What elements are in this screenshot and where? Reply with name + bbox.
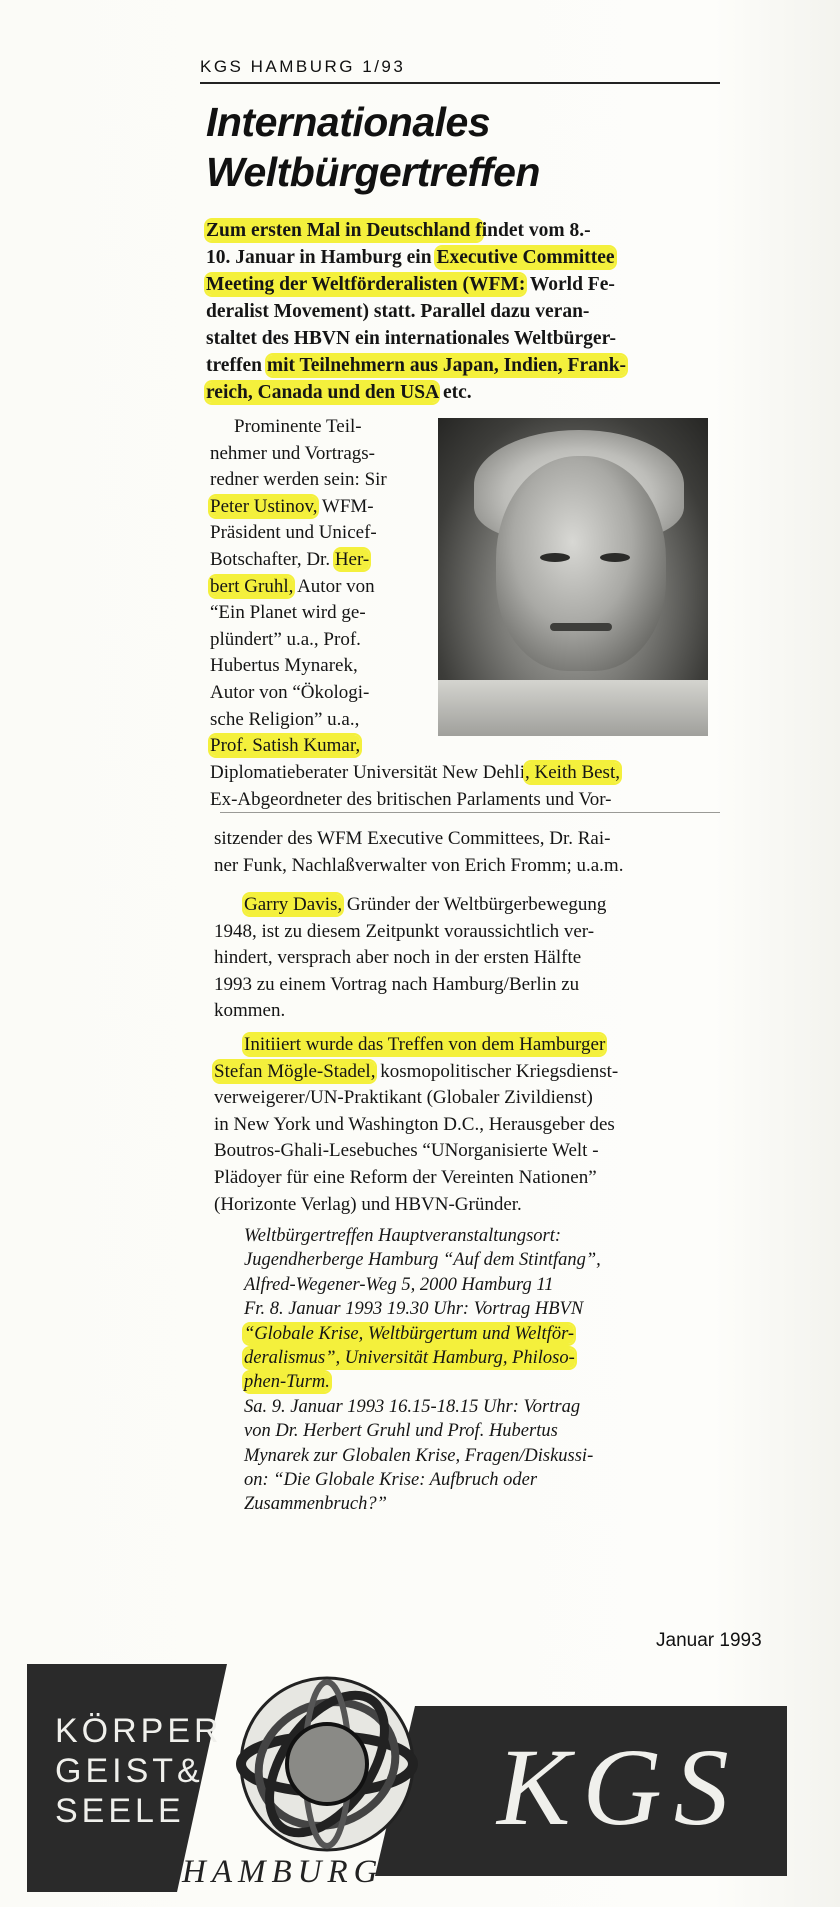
text: 10. Januar in Hamburg ein [206, 247, 437, 268]
column-line [210, 574, 420, 601]
issue-date: Januar 1993 [656, 1630, 762, 1651]
body-line: 1948, ist zu diesem Zeitpunkt voraussichtlich ver- [214, 920, 595, 942]
column-line: plündert” u.a., Prof. [210, 628, 361, 650]
article-title [206, 97, 726, 197]
text: kosmopolitischer Kriegsdienst- [375, 1060, 619, 1082]
body-line: (Horizonte Verlag) und HBVN-Gründer. [214, 1193, 522, 1215]
lead-line [206, 352, 719, 379]
highlighted-text: Stefan Mögle-Stadel, [214, 1060, 376, 1082]
text: Diplomatieberater Universität New Dehli [210, 762, 525, 783]
highlighted-text: phen-Turm. [244, 1372, 330, 1393]
highlighted-text: “Globale Krise, Weltbürgertum und Weltför- [244, 1323, 575, 1344]
body-line: Boutros-Ghali-Lesebuches “UNorganisierte Welt - [214, 1140, 599, 1162]
highlighted-text: Prof. Satish Kumar, [210, 735, 361, 757]
highlighted-text: Zum ersten Mal in Deutschland f [206, 220, 482, 241]
highlighted-text: Her- [334, 548, 370, 570]
body-line [214, 1032, 722, 1059]
info-line: Mynarek zur Globalen Krise, Fragen/Diskussi- [244, 1445, 594, 1466]
body-line: 1993 zu einem Vortrag nach Hamburg/Berlin zu [214, 973, 580, 995]
masthead-rule [200, 82, 720, 84]
speakers-column [210, 414, 420, 760]
body-line: Plädoyer für eine Reform der Vereinten Nationen” [214, 1166, 597, 1188]
lead-line [206, 217, 719, 244]
paragraph-garry-davis [214, 892, 722, 1025]
lead-line [206, 379, 719, 406]
highlighted-text: Initiiert wurde das Treffen von dem Hamburger [244, 1034, 606, 1055]
text: Gründer der Weltbürgerbewegung [342, 894, 607, 915]
text: indet vom 8.- [481, 220, 591, 241]
photo-mouth [550, 623, 612, 631]
logo-word: GEIST& [55, 1752, 204, 1790]
highlighted-text: Executive Committee [436, 247, 615, 268]
text: Botschafter, Dr. [210, 548, 335, 570]
column-line: Hubertus Mynarek, [210, 655, 358, 677]
highlighted-text: deralismus”, Universität Hamburg, Philoso- [244, 1348, 575, 1369]
paragraph-continued [214, 826, 722, 879]
info-line: on: “Die Globale Krise: Aufbruch oder [244, 1470, 538, 1491]
lead-line [206, 244, 719, 271]
body-line: in New York und Washington D.C., Herausgeber des [214, 1113, 615, 1135]
portrait-photo [438, 418, 708, 736]
column-line: sche Religion” u.a., [210, 708, 360, 730]
body-line: hindert, versprach aber noch in der ersten Hälfte [214, 947, 582, 969]
column-line: nehmer und Vortrags- [210, 442, 375, 464]
column-line: Präsident und Unicef- [210, 522, 377, 544]
paragraph-initiator [214, 1032, 722, 1218]
event-info [244, 1224, 714, 1517]
photo-eye [600, 553, 630, 562]
info-line: Weltbürgertreffen Hauptveranstaltungsort: [244, 1226, 562, 1246]
logo-word: KÖRPER [55, 1712, 223, 1750]
body-line: kommen. [214, 1000, 286, 1022]
column-line [210, 547, 420, 574]
info-line [244, 1322, 714, 1346]
highlighted-text: Garry Davis, [244, 894, 343, 915]
kgs-logo [27, 1664, 787, 1904]
text: etc. [438, 382, 472, 403]
highlighted-text: Meeting der Weltförderalisten (WFM: [206, 274, 526, 295]
lead-paragraph [206, 217, 719, 406]
logo-city: HAMBURG [182, 1854, 384, 1890]
lead-line: deralist Movement) statt. Parallel dazu veran- [206, 301, 590, 322]
info-line: Jugendherberge Hamburg “Auf dem Stintfang”, [244, 1250, 601, 1271]
text: WFM- [317, 495, 374, 517]
column-line: Autor von “Ökologi- [210, 681, 370, 703]
text: treffen [206, 355, 267, 376]
logo-word: SEELE [55, 1792, 185, 1830]
masthead: KGS HAMBURG 1/93 [200, 57, 406, 76]
title-line: Weltbürgertreffen [206, 149, 540, 195]
body-line [214, 1059, 722, 1086]
highlighted-text: mit Teilnehmern aus Japan, Indien, Frank- [266, 355, 627, 376]
info-line: Alfred-Wegener-Weg 5, 2000 Hamburg 11 [244, 1274, 554, 1295]
info-line [244, 1370, 714, 1394]
logo-acronym: KGS [497, 1726, 741, 1848]
highlighted-text: reich, Canada und den USA [206, 382, 439, 403]
info-line [244, 1346, 714, 1370]
photo-shirt [438, 680, 708, 736]
body-line [210, 760, 718, 787]
body-line [214, 892, 722, 919]
info-line: Fr. 8. Januar 1993 19.30 Uhr: Vortrag HBVN [244, 1299, 584, 1320]
speakers-continued [210, 760, 718, 813]
column-line: redner werden sein: Sir [210, 469, 387, 491]
photo-face [496, 456, 666, 671]
text: Autor von [293, 575, 375, 597]
column-line: Prominente Teil- [234, 416, 362, 437]
info-line: von Dr. Herbert Gruhl und Prof. Hubertus [244, 1421, 558, 1442]
highlighted-text: Peter Ustinov, [210, 495, 318, 517]
body-line: verweigerer/UN-Praktikant (Globaler Zivildienst) [214, 1087, 593, 1109]
body-line: sitzender des WFM Executive Committees, Dr. Rai- [214, 828, 611, 849]
photo-eye [540, 553, 570, 562]
body-line: Ex-Abgeordneter des britischen Parlaments und Vor- [210, 788, 612, 810]
lead-line: staltet des HBVN ein internationales Weltbürger- [206, 328, 617, 349]
lead-line [206, 271, 719, 298]
info-line: Sa. 9. Januar 1993 16.15-18.15 Uhr: Vortrag [244, 1396, 581, 1417]
column-line: “Ein Planet wird ge- [210, 602, 366, 624]
info-line: Zusammenbruch?” [244, 1494, 387, 1515]
divider [220, 812, 720, 813]
column-line [210, 733, 420, 760]
text: World Fe- [525, 274, 615, 295]
highlighted-text: , Keith Best, [524, 762, 620, 783]
highlighted-text: bert Gruhl, [210, 575, 294, 597]
body-line: ner Funk, Nachlaßverwalter von Erich Fromm; u.a.m. [214, 854, 624, 876]
column-line [210, 494, 420, 521]
title-line: Internationales [206, 99, 491, 145]
